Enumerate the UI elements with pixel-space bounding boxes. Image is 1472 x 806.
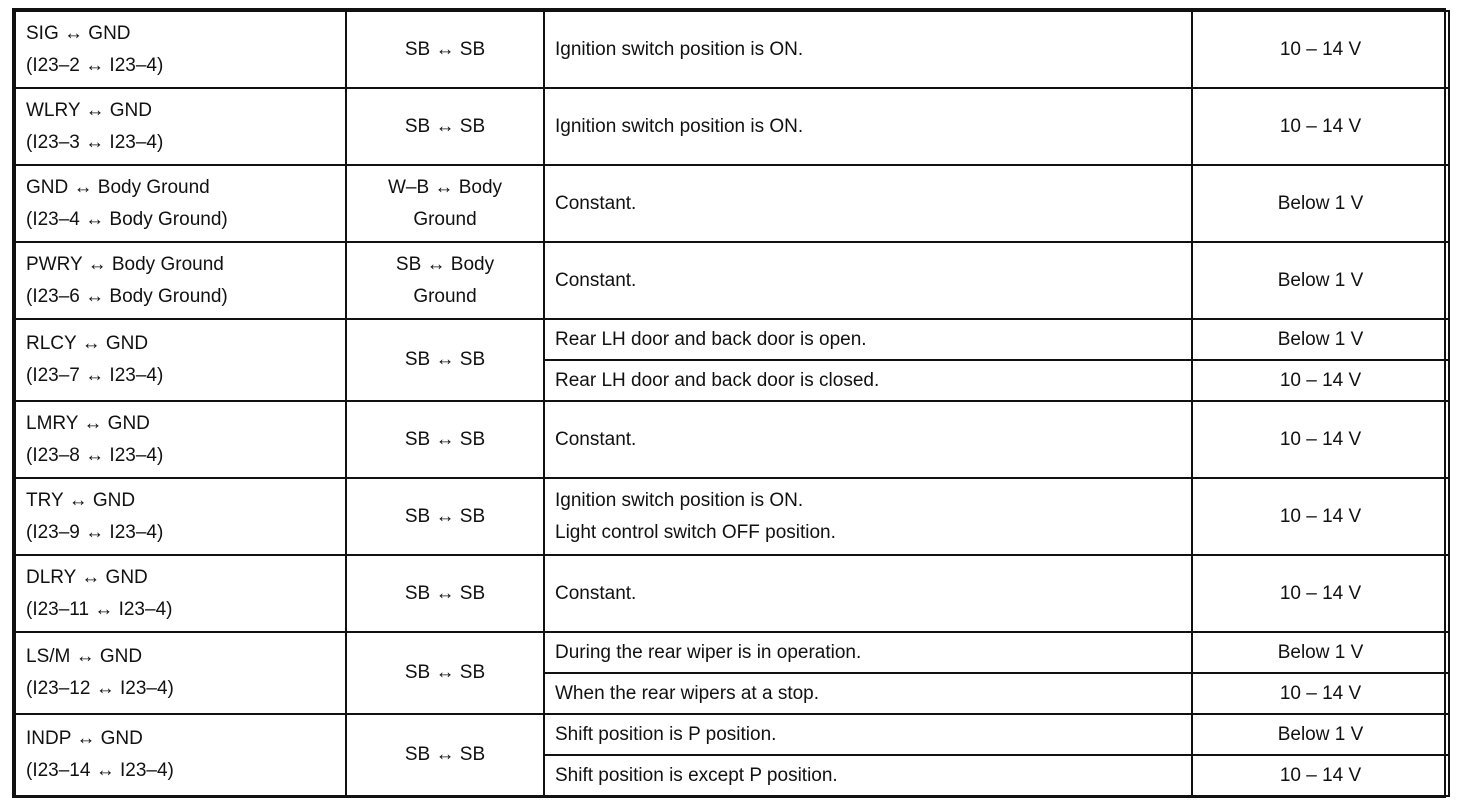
- specified-condition-cell: [1192, 242, 1449, 319]
- terminal-text: INDP ↔ GND: [26, 728, 143, 749]
- specified-condition-cell: [1192, 755, 1449, 796]
- terminal-text: GND ↔ Body Ground: [26, 176, 210, 198]
- terminal-text: (I23–8 ↔ I23–4): [26, 444, 164, 466]
- specified-condition-text: 10 – 14 V: [1279, 38, 1362, 60]
- wiring-color-text: SB ↔ SB: [404, 428, 486, 450]
- terminal-cell: [15, 88, 346, 165]
- specified-condition-text: 10 – 14 V: [1279, 505, 1362, 527]
- condition-text: Constant.: [555, 269, 637, 291]
- wiring-color-cell: [346, 319, 544, 401]
- specified-condition-text: Below 1 V: [1277, 641, 1364, 663]
- wiring-color-text: SB ↔ SB: [404, 115, 486, 137]
- condition-cell: [544, 673, 1192, 714]
- specified-condition-cell: [1192, 165, 1449, 242]
- condition-text: Constant.: [555, 192, 637, 214]
- terminal-cell: [15, 632, 346, 714]
- terminal-text: (I23–2 ↔ I23–4): [26, 54, 164, 76]
- table-row: [15, 714, 1449, 755]
- table-row: [15, 478, 1449, 555]
- table-row: [15, 401, 1449, 478]
- terminal-cell: [15, 11, 346, 88]
- wiring-color-cell: [346, 478, 544, 555]
- specified-condition-cell: [1192, 632, 1449, 673]
- condition-text: Ignition switch position is ON.: [555, 115, 804, 137]
- terminal-text: (I23–3 ↔ I23–4): [26, 131, 164, 153]
- table-row: [15, 242, 1449, 319]
- wiring-color-text: SB ↔ SB: [404, 662, 486, 683]
- specified-condition-cell: [1192, 401, 1449, 478]
- condition-cell: [544, 478, 1192, 555]
- specified-condition-text: Below 1 V: [1277, 192, 1364, 214]
- table-row: [15, 88, 1449, 165]
- wiring-color-cell: [346, 632, 544, 714]
- condition-text: Rear LH door and back door is closed.: [555, 369, 880, 391]
- specified-condition-text: 10 – 14 V: [1279, 764, 1362, 786]
- condition-cell: [544, 632, 1192, 673]
- terminal-cell: [15, 714, 346, 796]
- terminal-text: (I23–7 ↔ I23–4): [26, 365, 164, 386]
- specified-condition-cell: [1192, 673, 1449, 714]
- wiring-color-text: SB ↔ SB: [404, 582, 486, 604]
- wiring-color-cell: [346, 401, 544, 478]
- wiring-color-cell: [346, 88, 544, 165]
- terminal-text: (I23–12 ↔ I23–4): [26, 678, 174, 699]
- terminal-inspection-table: [14, 10, 1450, 797]
- terminal-text: (I23–6 ↔ Body Ground): [26, 285, 228, 307]
- condition-text: During the rear wiper is in operation.: [555, 641, 862, 663]
- specified-condition-cell: [1192, 360, 1449, 401]
- table-row: [15, 632, 1449, 673]
- condition-cell: [544, 165, 1192, 242]
- terminal-text: (I23–14 ↔ I23–4): [26, 760, 174, 781]
- table-row: [15, 319, 1449, 360]
- wiring-color-text: SB ↔ SB: [404, 505, 486, 527]
- terminal-cell: [15, 478, 346, 555]
- terminal-text: WLRY ↔ GND: [26, 99, 152, 121]
- specified-condition-cell: [1192, 478, 1449, 555]
- table-body: [15, 11, 1449, 796]
- wiring-color-cell: [346, 555, 544, 632]
- condition-cell: [544, 555, 1192, 632]
- specified-condition-text: Below 1 V: [1277, 723, 1364, 745]
- terminal-text: (I23–11 ↔ I23–4): [26, 598, 173, 620]
- wiring-color-cell: [346, 165, 544, 242]
- terminal-cell: [15, 319, 346, 401]
- terminal-cell: [15, 401, 346, 478]
- specified-condition-cell: [1192, 88, 1449, 165]
- terminal-text: LMRY ↔ GND: [26, 412, 150, 434]
- wiring-color-cell: [346, 242, 544, 319]
- specified-condition-cell: [1192, 319, 1449, 360]
- terminal-text: RLCY ↔ GND: [26, 333, 149, 354]
- terminal-text: (I23–9 ↔ I23–4): [26, 521, 164, 543]
- terminal-cell: [15, 242, 346, 319]
- specified-condition-cell: [1192, 11, 1449, 88]
- table-row: [15, 555, 1449, 632]
- condition-cell: [544, 755, 1192, 796]
- terminal-text: SIG ↔ GND: [26, 22, 131, 44]
- condition-text: Shift position is except P position.: [555, 764, 838, 786]
- wiring-color-text: SB ↔ Body: [395, 253, 495, 275]
- condition-cell: [544, 401, 1192, 478]
- condition-text: Light control switch OFF position.: [555, 521, 836, 543]
- condition-cell: [544, 714, 1192, 755]
- specified-condition-text: 10 – 14 V: [1279, 115, 1362, 137]
- specified-condition-text: 10 – 14 V: [1279, 428, 1362, 450]
- table-row: [15, 165, 1449, 242]
- specified-condition-text: 10 – 14 V: [1279, 582, 1362, 604]
- terminal-cell: [15, 165, 346, 242]
- terminal-cell: [15, 555, 346, 632]
- condition-text: Ignition switch position is ON.: [555, 489, 804, 511]
- terminal-text: TRY ↔ GND: [26, 489, 136, 511]
- inspection-table-sheet: [12, 8, 1446, 798]
- condition-text: Constant.: [555, 582, 637, 604]
- condition-text: Ignition switch position is ON.: [555, 38, 804, 60]
- specified-condition-cell: [1192, 555, 1449, 632]
- specified-condition-text: Below 1 V: [1277, 328, 1364, 350]
- wiring-color-text: SB ↔ SB: [404, 349, 486, 370]
- condition-text: When the rear wipers at a stop.: [555, 682, 820, 704]
- wiring-color-text: SB ↔ SB: [404, 744, 486, 765]
- condition-cell: [544, 319, 1192, 360]
- table-row: [15, 11, 1449, 88]
- condition-cell: [544, 88, 1192, 165]
- wiring-color-text: W–B ↔ Body: [387, 176, 503, 198]
- specified-condition-text: 10 – 14 V: [1279, 682, 1362, 704]
- wiring-color-cell: [346, 11, 544, 88]
- terminal-text: DLRY ↔ GND: [26, 566, 148, 588]
- condition-cell: [544, 242, 1192, 319]
- terminal-text: LS/M ↔ GND: [26, 646, 143, 667]
- wiring-color-cell: [346, 714, 544, 796]
- terminal-text: (I23–4 ↔ Body Ground): [26, 208, 228, 230]
- condition-cell: [544, 360, 1192, 401]
- wiring-color-text: Ground: [413, 285, 477, 307]
- specified-condition-text: 10 – 14 V: [1279, 369, 1362, 391]
- wiring-color-text: SB ↔ SB: [404, 38, 486, 60]
- condition-text: Shift position is P position.: [555, 723, 777, 745]
- condition-text: Constant.: [555, 428, 637, 450]
- terminal-text: PWRY ↔ Body Ground: [26, 253, 224, 275]
- specified-condition-text: Below 1 V: [1277, 269, 1364, 291]
- condition-cell: [544, 11, 1192, 88]
- wiring-color-text: Ground: [413, 208, 477, 230]
- condition-text: Rear LH door and back door is open.: [555, 328, 867, 350]
- specified-condition-cell: [1192, 714, 1449, 755]
